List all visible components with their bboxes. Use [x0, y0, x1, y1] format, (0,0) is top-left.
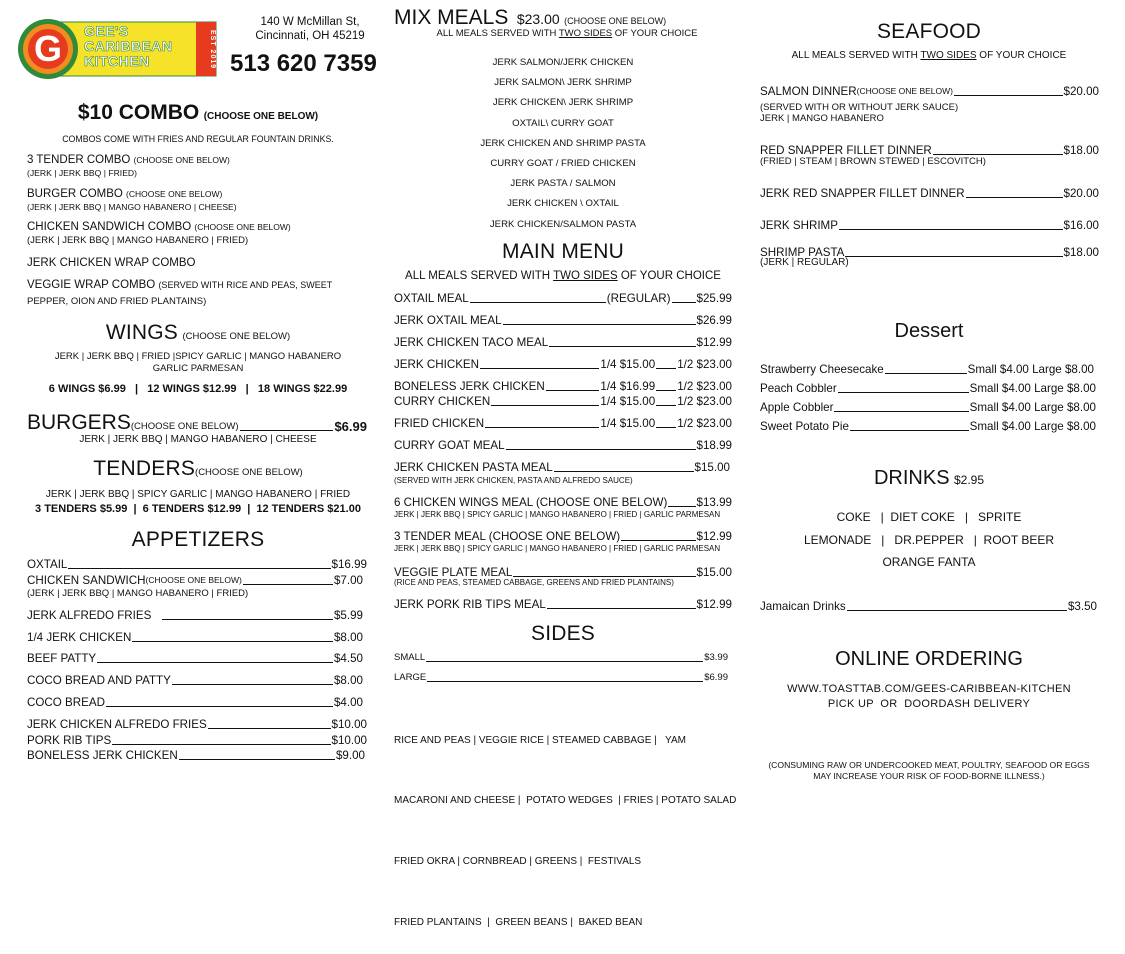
note-post: OF YOUR CHOICE — [976, 50, 1067, 61]
note-post: OF YOUR CHOICE — [612, 28, 698, 39]
sides-line: MACARONI AND CHEESE | POTATO WEDGES | FRIES | POTATO SALAD — [394, 795, 737, 807]
item-note: (CHOOSE ONE BELOW) — [145, 575, 242, 585]
leader-line — [656, 368, 676, 369]
sides-line: RICE AND PEAS | VEGGIE RICE | STEAMED CABBAGE | YAM — [394, 734, 686, 746]
leader-line — [839, 229, 1063, 230]
combo-item-note: (SERVED WITH RICE AND PEAS, SWEET — [158, 280, 333, 290]
item-name: VEGGIE PLATE MEAL — [394, 566, 513, 579]
leader-line — [162, 619, 333, 620]
combo-item-sub: (JERK | JERK BBQ | MANGO HABANERO | CHEESE) — [27, 202, 237, 212]
item-sub — [760, 102, 958, 124]
menu-row — [760, 401, 1096, 414]
tenders-flavors: JERK | JERK BBQ | SPICY GARLIC | MANGO HABANERO | FRIED — [45, 489, 351, 500]
item-name: PORK RIB TIPS — [27, 734, 112, 747]
item-name: CHICKEN SANDWICH — [27, 574, 146, 587]
item-name: RED SNAPPER FILLET DINNER — [760, 144, 932, 157]
note-post: OF YOUR CHOICE — [617, 270, 721, 282]
mix-item: JERK PASTA / SALMON — [510, 178, 616, 190]
logo-est: EST 2019 — [209, 30, 216, 70]
item-price: $6.99 — [704, 672, 728, 683]
leader-line — [106, 706, 333, 707]
leader-line — [547, 608, 696, 609]
combo-item — [27, 279, 332, 291]
item-name: JERK ALFREDO FRIES — [27, 609, 152, 622]
leader-line — [179, 759, 335, 760]
item-sub: (SERVED WITH JERK CHICKEN, PASTA AND ALFREDO SAUCE) — [394, 476, 633, 485]
wings-title-note: (CHOOSE ONE BELOW) — [182, 331, 291, 342]
menu-row — [27, 652, 363, 665]
combo-item-sub: (JERK | JERK BBQ | MANGO HABANERO | FRIED) — [27, 235, 249, 246]
note-underline: TWO SIDES — [553, 270, 618, 282]
item-name: JERK PORK RIB TIPS MEAL — [394, 598, 546, 611]
item-name: COCO BREAD — [27, 696, 105, 709]
disclaimer-line: MAY INCREASE YOUR RISK OF FOOD-BORNE ILLNESS.) — [813, 771, 1045, 781]
leader-line — [68, 568, 330, 569]
note-underline: TWO SIDES — [920, 50, 977, 61]
online-ordering-options: PICK UP OR DOORDASH DELIVERY — [827, 698, 1031, 710]
item-option: 1/2 $23.00 — [677, 380, 732, 393]
leader-line — [966, 197, 1063, 198]
item-name: 6 CHICKEN WINGS MEAL (CHOOSE ONE BELOW) — [394, 496, 668, 509]
menu-row — [27, 631, 363, 644]
logo — [18, 14, 218, 84]
leader-line — [513, 576, 695, 577]
leader-line — [491, 405, 599, 406]
logo-line-2: CARIBBEAN — [84, 38, 173, 54]
item-name: JERK RED SNAPPER FILLET DINNER — [760, 187, 965, 200]
address-line-2: Cincinnati, OH 45219 — [255, 30, 365, 42]
combo-note: COMBOS COME WITH FRIES AND REGULAR FOUNTAIN DRINKS. — [62, 134, 334, 144]
combo-item — [27, 154, 230, 166]
menu-row — [760, 219, 1099, 232]
menu-row — [27, 696, 363, 709]
combo-title: $10 COMBO — [77, 101, 200, 124]
leader-line — [656, 390, 676, 391]
item-sub: (RICE AND PEAS, STEAMED CABBAGE, GREENS AND FRIED PLANTAINS) — [394, 578, 674, 587]
sides-line: FRIED OKRA | CORNBREAD | GREENS | FESTIVALS — [394, 856, 642, 868]
item-name: 3 TENDER MEAL (CHOOSE ONE BELOW) — [394, 530, 621, 543]
leader-line — [426, 661, 703, 662]
menu-row — [760, 187, 1099, 200]
item-sub: JERK | JERK BBQ | SPICY GARLIC | MANGO HABANERO | FRIED | GARLIC PARMESAN — [394, 544, 721, 553]
menu-row — [394, 314, 732, 327]
mix-item: CURRY GOAT / FRIED CHICKEN — [490, 158, 636, 170]
note-pre: ALL MEALS SERVED WITH — [405, 270, 554, 282]
item-sub: (FRIED | STEAM | BROWN STEWED | ESCOVITCH) — [760, 156, 986, 167]
seafood-title: SEAFOOD — [876, 20, 982, 43]
menu-row — [394, 439, 732, 452]
item-name: Apple Cobbler — [760, 401, 834, 414]
item-price: $4.00 — [333, 696, 363, 709]
item-note: (CHOOSE ONE BELOW) — [856, 86, 953, 96]
item-name: SMALL — [394, 652, 426, 663]
burgers-flavors: JERK | JERK BBQ | MANGO HABANERO | CHEESE — [79, 434, 317, 445]
item-price: $9.00 — [335, 749, 365, 762]
burgers-title: BURGERS — [27, 411, 131, 434]
item-price: $16.99 — [331, 558, 367, 571]
item-price: $15.00 — [696, 566, 732, 579]
item-price: $13.99 — [696, 496, 732, 509]
item-sub-line: (SERVED WITH OR WITHOUT JERK SAUCE) — [760, 102, 959, 113]
wings-flavors: JERK | JERK BBQ | FRIED |SPICY GARLIC | MANGO HABANERO — [54, 351, 342, 362]
leader-line — [506, 449, 696, 450]
combo-item-note: (CHOOSE ONE BELOW) — [133, 155, 230, 165]
burgers-price: $6.99 — [334, 419, 367, 434]
leader-line — [554, 471, 694, 472]
drinks-price: $2.95 — [954, 473, 985, 487]
item-sub-line: JERK | MANGO HABANERO — [760, 113, 884, 124]
menu-row — [394, 417, 732, 430]
item-price: Small $4.00 Large $8.00 — [969, 420, 1096, 433]
combo-item-sub: PEPPER, OION AND FRIED PLANTAINS) — [27, 296, 207, 307]
menu-row — [27, 558, 367, 571]
mix-item: JERK CHICKEN\ JERK SHRIMP — [492, 97, 634, 109]
item-name: SALMON DINNER — [760, 85, 857, 98]
tenders-prices: 3 TENDERS $5.99 | 6 TENDERS $12.99 | 12 TENDERS $21.00 — [35, 503, 361, 515]
combo-item-name: CHICKEN SANDWICH COMBO — [27, 221, 192, 233]
combo-item-note: (CHOOSE ONE BELOW) — [194, 222, 291, 232]
disclaimer — [756, 760, 1102, 782]
burgers-heading — [27, 413, 367, 433]
item-price: $4.50 — [333, 652, 363, 665]
item-option: 1/4 $15.00 — [600, 417, 656, 430]
combo-item-name: JERK CHICKEN WRAP COMBO — [27, 257, 196, 269]
item-price: $3.50 — [1067, 600, 1097, 613]
online-ordering-url[interactable]: WWW.TOASTTAB.COM/GEES-CARIBBEAN-KITCHEN — [787, 683, 1071, 695]
sides-row-large — [394, 671, 728, 684]
tenders-title: TENDERS — [93, 457, 196, 480]
sides-list — [394, 690, 736, 954]
leader-line — [172, 684, 333, 685]
leader-line — [847, 610, 1067, 611]
item-name: JERK CHICKEN — [394, 358, 480, 371]
menu-row — [27, 574, 363, 587]
item-name: JERK CHICKEN ALFREDO FRIES — [27, 718, 207, 731]
drinks-heading — [760, 467, 1098, 490]
leader-line — [656, 427, 676, 428]
item-name: BONELESS JERK CHICKEN — [394, 380, 545, 393]
leader-line — [485, 427, 599, 428]
item-price: $12.99 — [696, 598, 732, 611]
leader-line — [850, 430, 969, 431]
item-sub: (JERK | JERK BBQ | MANGO HABANERO | FRIED) — [27, 588, 249, 599]
item-name: OXTAIL MEAL — [394, 292, 469, 305]
menu-row — [27, 749, 365, 762]
menu-row — [394, 598, 732, 611]
item-price: $15.00 — [694, 461, 730, 474]
item-price: $18.99 — [696, 439, 732, 452]
leader-line — [838, 392, 969, 393]
leader-line — [427, 681, 703, 682]
logo-line-3: KITCHEN — [84, 53, 150, 69]
leader-line — [243, 584, 333, 585]
item-option: 1/4 $15.00 — [600, 358, 656, 371]
item-price: Small $4.00 Large $8.00 — [967, 363, 1094, 376]
menu-row — [394, 292, 732, 305]
drinks-title: DRINKS — [873, 467, 950, 489]
phone-number: 513 620 7359 — [230, 50, 377, 77]
combo-item-name: BURGER COMBO — [27, 188, 123, 200]
leader-line — [132, 641, 333, 642]
note-pre: ALL MEALS SERVED WITH — [436, 28, 559, 39]
item-name: COCO BREAD AND PATTY — [27, 674, 171, 687]
main-menu-title: MAIN MENU — [502, 240, 624, 263]
item-price: $3.99 — [704, 652, 728, 663]
item-name: BEEF PATTY — [27, 652, 97, 665]
item-price: $18.00 — [1063, 246, 1099, 259]
dessert-title: Dessert — [894, 320, 964, 342]
tenders-heading — [28, 457, 368, 481]
appetizers-title: APPETIZERS — [131, 528, 265, 551]
item-name: JERK CHICKEN PASTA MEAL — [394, 461, 553, 474]
combo-item — [27, 188, 222, 200]
item-price: $12.99 — [696, 530, 732, 543]
leader-line — [933, 154, 1063, 155]
mix-item: JERK CHICKEN AND SHRIMP PASTA — [480, 137, 646, 149]
item-name: CURRY CHICKEN — [394, 395, 491, 408]
menu-row — [394, 380, 732, 393]
mix-item: JERK SALMON/JERK CHICKEN — [492, 57, 634, 68]
seafood-note — [760, 50, 1098, 61]
leader-line — [208, 728, 331, 729]
leader-line — [470, 302, 606, 303]
drinks-line: COKE | DIET COKE | SPRITE — [836, 510, 1022, 524]
item-name: Sweet Potato Pie — [760, 420, 849, 433]
item-sub: (JERK | REGULAR) — [760, 257, 849, 268]
item-option: 1/2 $23.00 — [677, 417, 732, 430]
mix-price: $23.00 — [516, 11, 560, 27]
leader-line — [240, 430, 334, 431]
leader-line — [549, 346, 695, 347]
item-price: Small $4.00 Large $8.00 — [969, 401, 1096, 414]
leader-line — [112, 744, 330, 745]
menu-row — [760, 382, 1096, 395]
combo-item-name: 3 TENDER COMBO — [27, 154, 131, 166]
burgers-title-note: (CHOOSE ONE BELOW) — [130, 421, 239, 432]
mix-title: MIX MEALS — [394, 6, 509, 29]
item-price: $5.99 — [333, 609, 363, 622]
mix-heading — [394, 6, 666, 30]
item-price: $16.00 — [1063, 219, 1099, 232]
menu-row — [760, 363, 1094, 376]
item-sub: JERK | JERK BBQ | SPICY GARLIC | MANGO HABANERO | FRIED | GARLIC PARMESAN — [394, 510, 721, 519]
leader-line — [480, 368, 599, 369]
combo-heading — [28, 101, 368, 125]
combo-title-note: (CHOOSE ONE BELOW) — [203, 111, 319, 122]
item-name: CURRY GOAT MEAL — [394, 439, 505, 452]
item-option: 1/4 $16.99 — [600, 380, 656, 393]
disclaimer-line: (CONSUMING RAW OR UNDERCOOKED MEAT, POULTRY, SEAFOOD OR EGGS — [768, 760, 1090, 770]
wings-flavors-2: GARLIC PARMESAN — [152, 363, 244, 374]
menu-row — [394, 336, 732, 349]
logo-text — [84, 24, 173, 69]
item-name: 1/4 JERK CHICKEN — [27, 631, 132, 644]
item-name: OXTAIL — [27, 558, 68, 571]
mix-title-note: (CHOOSE ONE BELOW) — [564, 16, 667, 26]
menu-row — [27, 718, 367, 731]
leader-line — [834, 411, 968, 412]
leader-line — [97, 662, 333, 663]
combo-item-note: (CHOOSE ONE BELOW) — [126, 189, 223, 199]
combo-item — [27, 257, 195, 269]
sides-title: SIDES — [530, 622, 596, 645]
item-name: LARGE — [394, 672, 427, 683]
note-pre: ALL MEALS SERVED WITH — [791, 50, 921, 61]
combo-item-name: VEGGIE WRAP COMBO — [27, 279, 156, 291]
main-note — [396, 270, 730, 282]
leader-line — [845, 256, 1062, 257]
drinks-line: ORANGE FANTA — [882, 555, 976, 569]
item-price: $20.00 — [1063, 187, 1099, 200]
tenders-title-note: (CHOOSE ONE BELOW) — [195, 467, 303, 478]
address-line-1: 140 W McMillan St, — [260, 16, 360, 28]
wings-prices: 6 WINGS $6.99 | 12 WINGS $12.99 | 18 WINGS $22.99 — [48, 383, 348, 395]
mix-item: JERK CHICKEN/SALMON PASTA — [489, 218, 637, 230]
item-price: $10.00 — [331, 718, 367, 731]
item-price: $12.99 — [696, 336, 732, 349]
leader-line — [885, 373, 967, 374]
item-name: Jamaican Drinks — [760, 600, 846, 613]
item-name: BONELESS JERK CHICKEN — [27, 749, 178, 762]
drinks-line: LEMONADE | DR.PEPPER | ROOT BEER — [803, 533, 1055, 547]
menu-row — [394, 358, 732, 371]
sides-row-small — [394, 651, 728, 664]
logo-letter: G — [34, 28, 63, 69]
item-price: $8.00 — [333, 631, 363, 644]
item-name: JERK OXTAIL MEAL — [394, 314, 502, 327]
item-name: JERK SHRIMP — [760, 219, 838, 232]
item-price: $18.00 — [1063, 144, 1099, 157]
wings-heading — [28, 321, 368, 345]
item-price: $10.00 — [331, 734, 367, 747]
leader-line — [672, 302, 696, 303]
item-name: JERK CHICKEN TACO MEAL — [394, 336, 549, 349]
item-price: $7.00 — [333, 574, 363, 587]
menu-row — [394, 461, 730, 474]
wings-title: WINGS — [105, 321, 179, 344]
item-name: SHRIMP PASTA — [760, 246, 845, 259]
mix-note — [400, 28, 734, 39]
mix-list — [396, 53, 730, 235]
combo-item-sub: (JERK | JERK BBQ | FRIED) — [27, 168, 137, 178]
mix-item: JERK CHICKEN \ OXTAIL — [507, 198, 619, 210]
menu-row — [760, 600, 1097, 613]
leader-line — [668, 506, 695, 507]
item-option: 1/4 $15.00 — [600, 395, 656, 408]
mix-item: JERK SALMON\ JERK SHRIMP — [494, 77, 632, 89]
leader-line — [546, 390, 600, 391]
menu-row — [760, 420, 1096, 433]
note-underline: TWO SIDES — [558, 28, 613, 39]
logo-line-1: GEE'S — [84, 23, 129, 39]
menu-row — [27, 609, 363, 622]
item-name: Strawberry Cheesecake — [760, 363, 884, 376]
address — [250, 15, 370, 43]
menu-row — [394, 496, 732, 509]
item-option: (REGULAR) — [606, 292, 671, 305]
item-name: FRIED CHICKEN — [394, 417, 485, 430]
menu-row — [394, 395, 732, 408]
sides-line: FRIED PLANTAINS | GREEN BEANS | BAKED BEAN — [394, 917, 643, 929]
item-price: $8.00 — [333, 674, 363, 687]
item-price: $20.00 — [1063, 85, 1099, 98]
menu-row — [27, 734, 367, 747]
item-option: 1/2 $23.00 — [677, 358, 732, 371]
item-price: Small $4.00 Large $8.00 — [969, 382, 1096, 395]
item-price: $26.99 — [696, 314, 732, 327]
item-price: $25.99 — [696, 292, 732, 305]
item-option: 1/2 $23.00 — [677, 395, 732, 408]
item-name: Peach Cobbler — [760, 382, 837, 395]
leader-line — [621, 540, 695, 541]
leader-line — [954, 95, 1063, 96]
mix-item: OXTAIL\ CURRY GOAT — [512, 117, 614, 129]
menu-row — [394, 530, 732, 543]
combo-item — [27, 221, 291, 233]
leader-line — [656, 405, 676, 406]
online-ordering-title: ONLINE ORDERING — [835, 648, 1023, 670]
menu-row — [27, 674, 363, 687]
menu-row — [760, 85, 1099, 98]
leader-line — [503, 324, 696, 325]
